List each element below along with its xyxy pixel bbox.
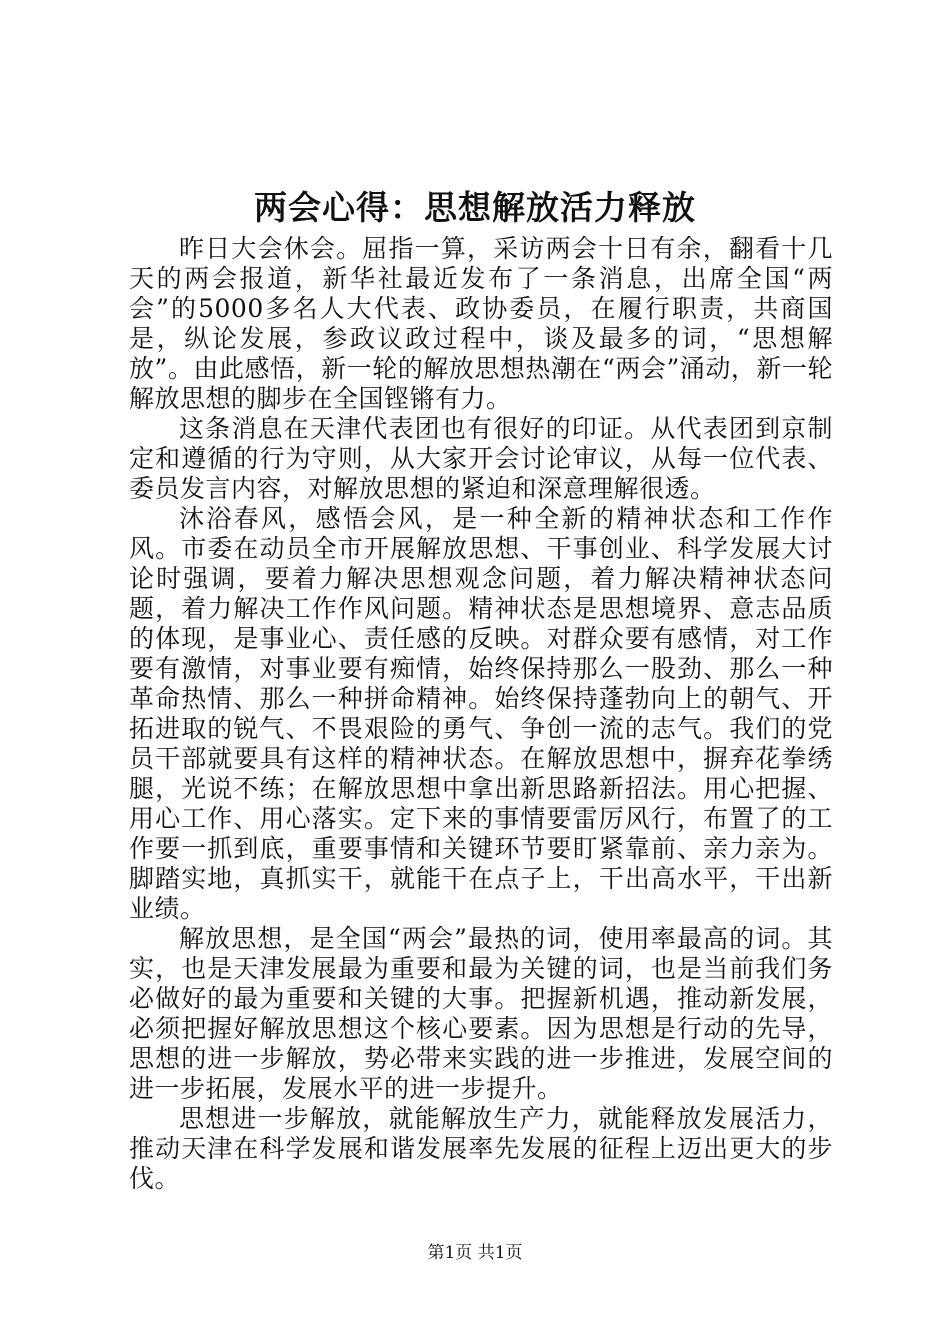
paragraph-4: 解放思想，是全国“两会”最热的词，使用率最高的词。其实，也是天津发展最为重要和最为关键的词，也是当前我们务必做好的最为重要和关键的大事。把握新机遇，推动新发展，必须把握好解放思想这个核心要素。因为思想是行动的先导，思想的进一步解放，势必带来实践的进一步推进，发展空间的进一步拓展，发展水平的进一步提升。 xyxy=(129,924,833,1103)
paragraph-3: 沐浴春风，感悟会风，是一种全新的精神状态和工作作风。市委在动员全市开展解放思想、干事创业、科学发展大讨论时强调，要着力解决思想观念问题，着力解决精神状态问题，着力解决工作作风问题。精神状态是思想境界、意志品质的体现，是事业心、责任感的反映。对群众要有感情，对工作要有激情，对事业要有痴情，始终保持那么一股劲、那么一种革命热情、那么一种拼命精神。始终保持蓬勃向上的朝气、开拓进取的锐气、不畏艰险的勇气、争创一流的志气。我们的党员干部就要具有这样的精神状态。在解放思想中，摒弃花拳绣腿，光说不练；在解放思想中拿出新思路新招法。用心把握、用心工作、用心落实。定下来的事情要雷厉风行，布置了的工作要一抓到底，重要事情和关键环节要盯紧靠前、亲力亲为。脚踏实地，真抓实干，就能干在点子上，干出高水平，干出新业绩。 xyxy=(129,504,833,923)
page-footer: 第1页 共1页 xyxy=(427,1243,523,1263)
paragraph-5: 思想进一步解放，就能解放生产力，就能释放发展活力，推动天津在科学发展和谐发展率先发展的征程上迈出更大的步伐。 xyxy=(129,1104,833,1193)
document-body xyxy=(129,234,833,1194)
paragraph-1: 昨日大会休会。屈指一算，采访两会十日有余，翻看十几天的两会报道，新华社最近发布了一条消息，出席全国“两会”的5000多名人大代表、政协委员，在履行职责，共商国是，纵论发展，参政议政过程中，谈及最多的词，“思想解放”。由此感悟，新一轮的解放思想热潮在“两会”涌动，新一轮解放思想的脚步在全国铿锵有力。 xyxy=(129,234,833,413)
document-title: 两会心得：思想解放活力释放 xyxy=(254,188,696,227)
paragraph-2: 这条消息在天津代表团也有很好的印证。从代表团到京制定和遵循的行为守则，从大家开会讨论审议，从每一位代表、委员发言内容，对解放思想的紧迫和深意理解很透。 xyxy=(129,414,833,503)
